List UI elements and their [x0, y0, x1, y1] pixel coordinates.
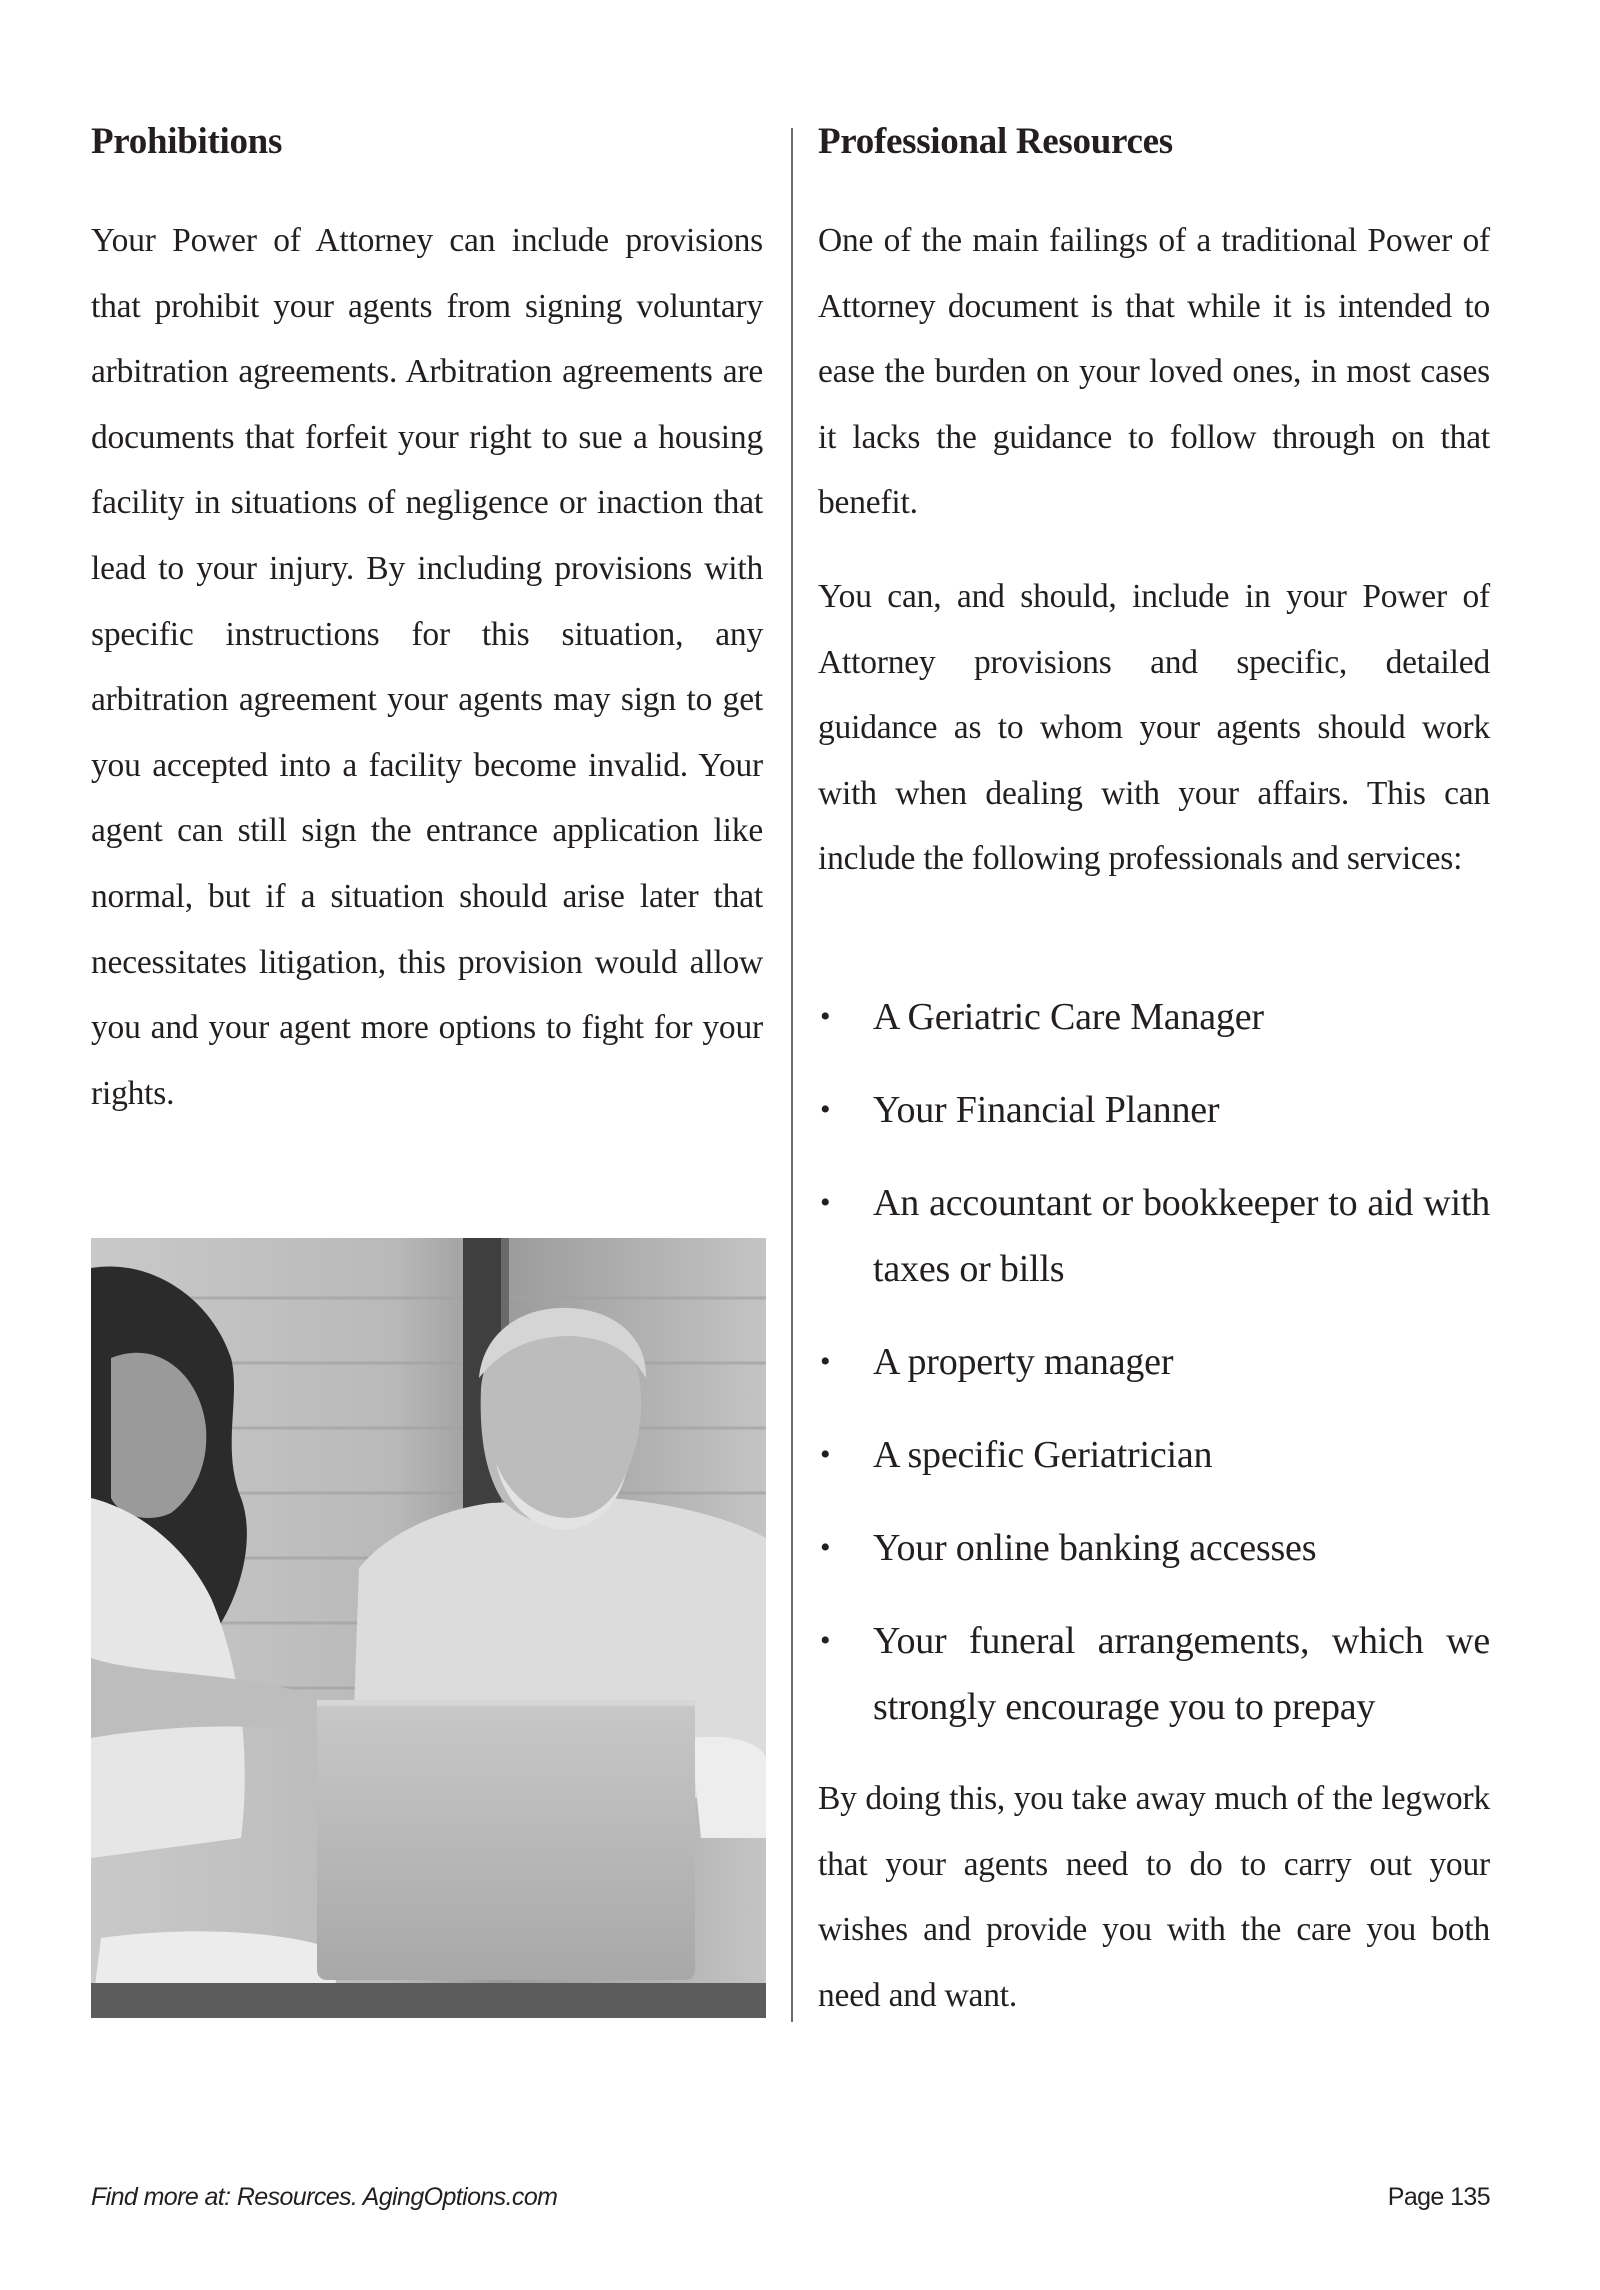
- bullet-icon: •: [820, 1345, 831, 1378]
- list-item-text: A property manager: [873, 1341, 1174, 1383]
- section-heading-professional-resources: Professional Resources: [818, 121, 1173, 162]
- list-item-text: A Geriatric Care Manager: [873, 996, 1264, 1038]
- list-item: [818, 1077, 1490, 1143]
- list-item-text: A specific Geriatrician: [873, 1434, 1213, 1476]
- list-item-text: Your online banking accesses: [873, 1527, 1317, 1569]
- photo-icon: [91, 1238, 766, 2018]
- list-item: [818, 984, 1490, 1050]
- bullet-icon: •: [820, 1186, 831, 1219]
- footer-source-link[interactable]: Find more at: Resources. AgingOptions.com: [91, 2183, 558, 2211]
- list-item: [818, 1515, 1490, 1581]
- resources-closing-paragraph: By doing this, you take away much of the legwork that your agents need to do to carry out your wishes and provide you with the care you both need and want.: [818, 1780, 1490, 2014]
- section-heading-prohibitions: Prohibitions: [91, 121, 283, 162]
- bullet-icon: •: [820, 1000, 831, 1033]
- resources-intro-paragraph: One of the main failings of a traditional Power of Attorney document is that while it is intended to ease the burden on your loved ones, in most cases it lacks the guidance to follow through on that benefit.: [818, 222, 1490, 522]
- list-item: [818, 1422, 1490, 1488]
- list-item-text: Your funeral arrangements, which we strongly encourage you to prepay: [873, 1620, 1490, 1728]
- bullet-icon: •: [820, 1093, 831, 1126]
- list-item-text: Your Financial Planner: [873, 1089, 1220, 1131]
- page-number: Page 135: [1387, 2183, 1490, 2211]
- photo-two-men-laptop: [91, 1238, 766, 2018]
- bullet-icon: •: [820, 1438, 831, 1471]
- bullet-icon: •: [820, 1531, 831, 1564]
- professional-resources-list: [818, 984, 1490, 1767]
- list-item: [818, 1329, 1490, 1395]
- prohibitions-paragraph: Your Power of Attorney can include provisions that prohibit your agents from signing voluntary arbitration agreements. Arbitration agreements are documents that forfeit your right to sue a housing facility in situations of negligence or inaction that lead to your injury. By including provisions with specific instructions for this situation, any arbitration agreement your agents may sign to get you accepted into a facility become invalid. Your agent can still sign the entrance application like normal, but if a situation should arise later that necessitates litigation, this provision would allow you and your agent more options to fight for your rights.: [91, 222, 763, 1112]
- resources-guidance-paragraph: You can, and should, include in your Power of Attorney provisions and specific, detailed guidance as to whom your agents should work with when dealing with your affairs. This can include the following professionals and services:: [818, 578, 1490, 878]
- column-divider: [791, 128, 793, 2022]
- list-item: [818, 1170, 1490, 1302]
- list-item-text: An accountant or bookkeeper to aid with taxes or bills: [873, 1182, 1490, 1290]
- bullet-icon: •: [820, 1624, 831, 1657]
- list-item: [818, 1608, 1490, 1740]
